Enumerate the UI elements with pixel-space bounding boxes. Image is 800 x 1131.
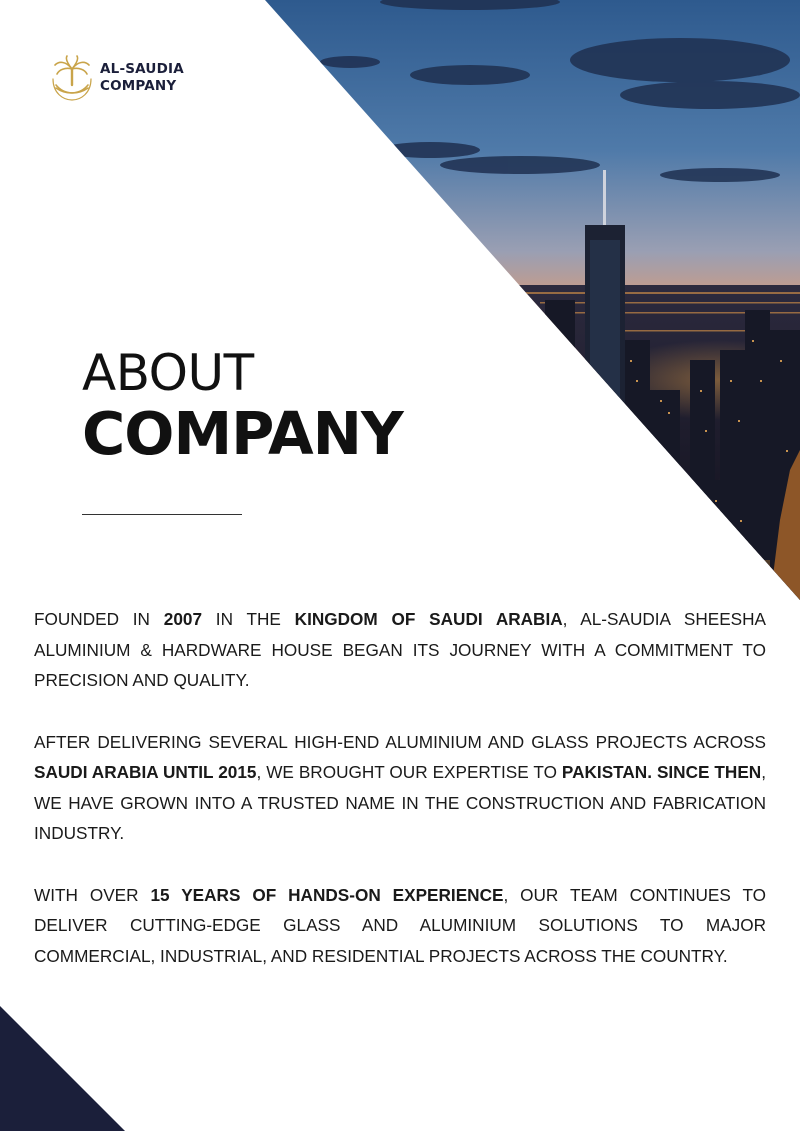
corner-accent: [0, 1006, 125, 1131]
body-text: , OUR TEAM CONTINUES TO DELIVER CUTTING-EDGE GLASS AND ALUMINIUM SOLUTIONS TO MAJOR COMMERCIAL, INDUSTRIAL, AND RESIDENTIAL PROJECTS ACROSS THE COUNTRY.: [34, 884, 766, 966]
body-text: WITH OVER: [34, 884, 151, 905]
title-divider: [82, 514, 242, 515]
paragraph-expansion: [34, 727, 766, 849]
body-text: IN THE: [202, 609, 295, 629]
body-text: , WE BROUGHT OUR EXPERTISE TO: [256, 762, 562, 782]
emphasis-text: PAKISTAN. SINCE THEN: [561, 762, 762, 782]
emphasis-text: 15 YEARS OF HANDS-ON EXPERIENCE: [150, 884, 504, 905]
body-text: , WE HAVE GROWN INTO A TRUSTED NAME IN THE CONSTRUCTION AND FABRICATION INDUSTRY.: [34, 762, 766, 843]
company-logo: [50, 55, 184, 101]
title-about: ABOUT: [82, 344, 254, 402]
body-text: AFTER DELIVERING SEVERAL HIGH-END ALUMINIUM AND GLASS PROJECTS ACROSS: [34, 731, 766, 752]
emphasis-text: KINGDOM OF SAUDI ARABIA: [294, 609, 563, 629]
paragraph-founding: [34, 604, 766, 696]
title-company: COMPANY: [82, 399, 403, 468]
brand-name-line1: AL-SAUDIA: [100, 61, 184, 77]
paragraph-experience: [34, 880, 766, 972]
brand-name-line2: COMPANY: [100, 78, 177, 94]
body-text: FOUNDED IN: [34, 609, 164, 629]
body-text: , AL-SAUDIA SHEESHA ALUMINIUM & HARDWARE HOUSE BEGAN ITS JOURNEY WITH A COMMITMENT TO PRECISION AND QUALITY.: [34, 609, 767, 690]
page-title: [82, 345, 403, 467]
emphasis-text: 2007: [163, 609, 203, 629]
palm-swords-emblem-icon: [50, 55, 94, 101]
about-text: [34, 604, 766, 1002]
emphasis-text: SAUDI ARABIA UNTIL 2015: [34, 762, 257, 782]
